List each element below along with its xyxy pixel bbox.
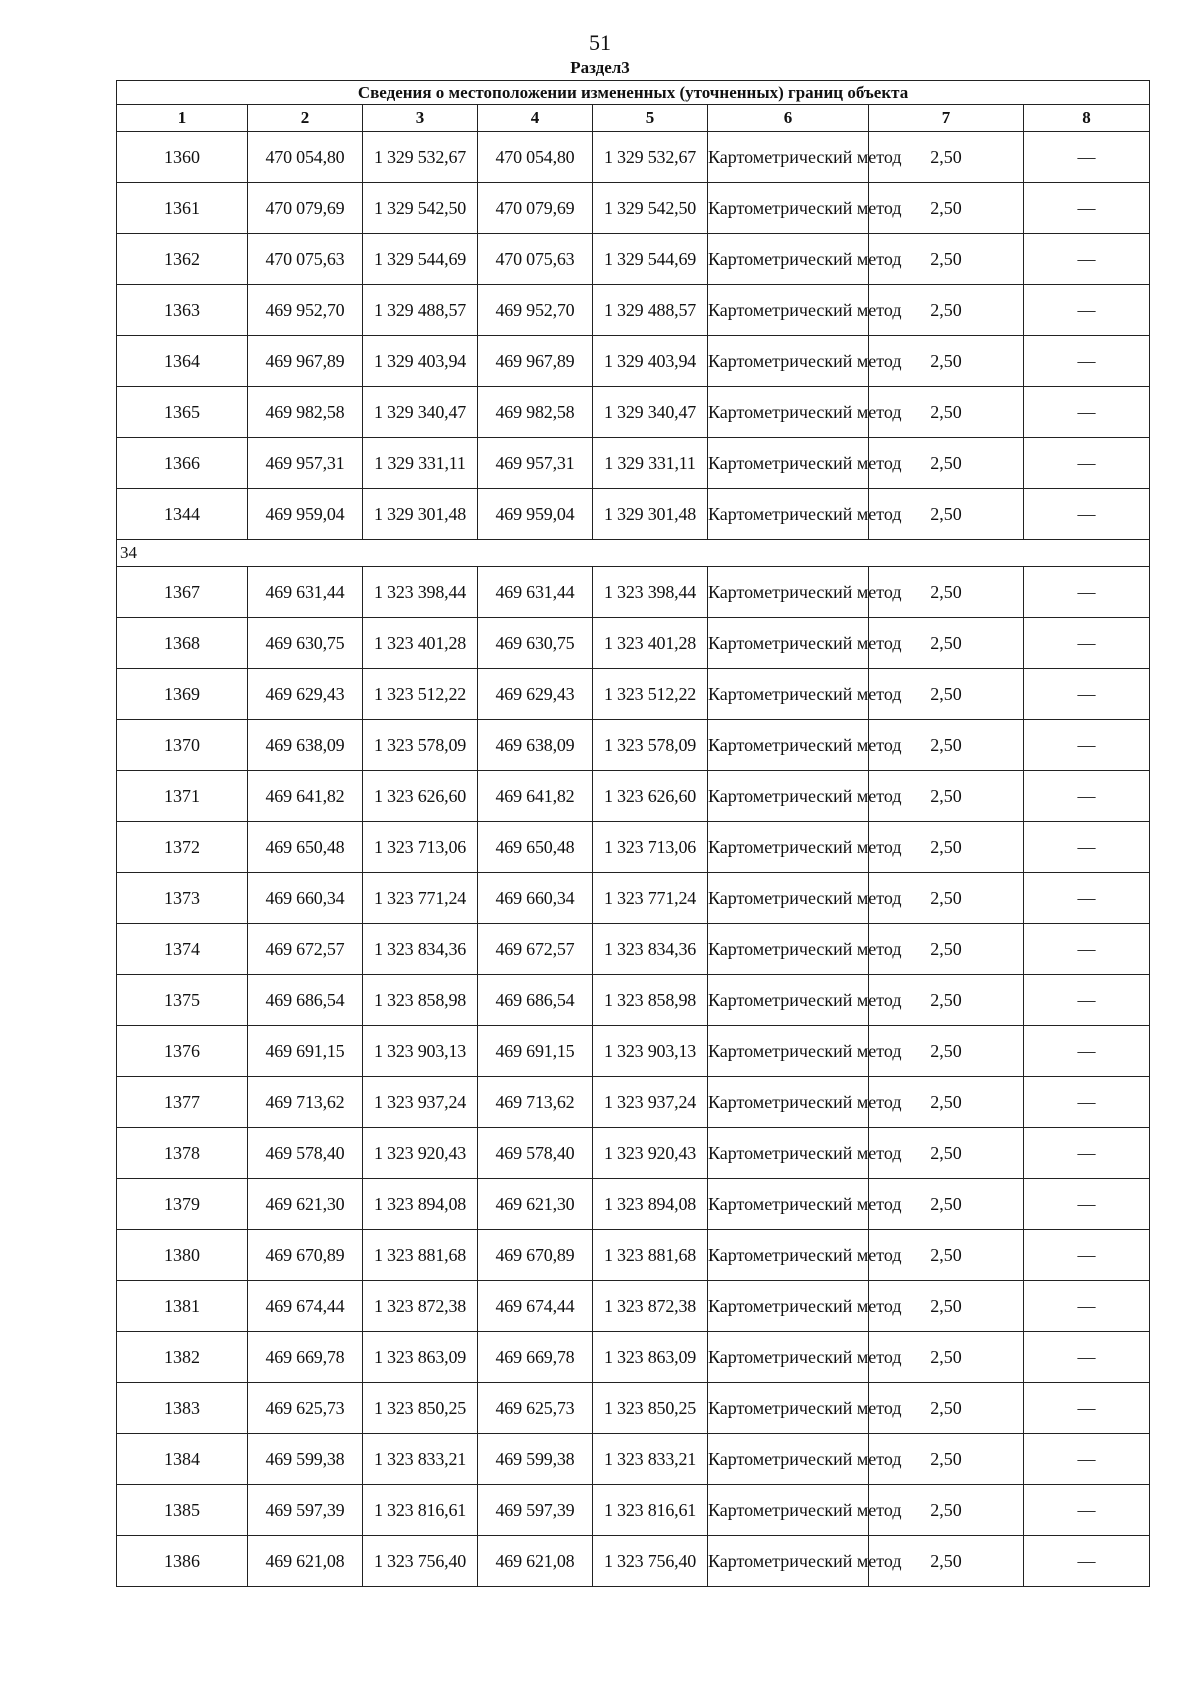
point-number-cell: 1364: [117, 336, 248, 387]
table-row: [117, 669, 1150, 720]
point-number-cell: 1373: [117, 873, 248, 924]
description-cell: —: [1024, 1383, 1150, 1434]
y-coordinate-new-cell: 1 323 756,40: [593, 1536, 708, 1587]
precision-cell: 2,50: [869, 183, 1024, 234]
description-cell: —: [1024, 1536, 1150, 1587]
point-number-cell: 1362: [117, 234, 248, 285]
description-cell: —: [1024, 1485, 1150, 1536]
y-coordinate-new-cell: 1 329 403,94: [593, 336, 708, 387]
method-cell: Картометрический метод: [708, 924, 869, 975]
description-cell: —: [1024, 1281, 1150, 1332]
point-number-cell: 1365: [117, 387, 248, 438]
method-cell: Картометрический метод: [708, 771, 869, 822]
point-number-cell: 1381: [117, 1281, 248, 1332]
table-row: [117, 438, 1150, 489]
y-coordinate-new-cell: 1 323 881,68: [593, 1230, 708, 1281]
x-coordinate-new-cell: 469 967,89: [478, 336, 593, 387]
x-coordinate-cell: 469 641,82: [248, 771, 363, 822]
x-coordinate-cell: 469 952,70: [248, 285, 363, 336]
point-number-cell: 1369: [117, 669, 248, 720]
precision-cell: 2,50: [869, 1332, 1024, 1383]
x-coordinate-new-cell: 470 079,69: [478, 183, 593, 234]
y-coordinate-cell: 1 323 872,38: [363, 1281, 478, 1332]
x-coordinate-new-cell: 469 638,09: [478, 720, 593, 771]
precision-cell: 2,50: [869, 285, 1024, 336]
y-coordinate-new-cell: 1 323 771,24: [593, 873, 708, 924]
precision-cell: 2,50: [869, 1128, 1024, 1179]
table-row: [117, 132, 1150, 183]
description-cell: —: [1024, 771, 1150, 822]
method-cell: Картометрический метод: [708, 1485, 869, 1536]
section-label: Раздел3: [570, 58, 630, 77]
precision-cell: 2,50: [869, 975, 1024, 1026]
y-coordinate-cell: 1 323 713,06: [363, 822, 478, 873]
y-coordinate-cell: 1 329 340,47: [363, 387, 478, 438]
point-number-cell: 1384: [117, 1434, 248, 1485]
x-coordinate-cell: 469 957,31: [248, 438, 363, 489]
description-cell: —: [1024, 720, 1150, 771]
precision-cell: 2,50: [869, 873, 1024, 924]
table-row: [117, 1230, 1150, 1281]
precision-cell: 2,50: [869, 618, 1024, 669]
x-coordinate-new-cell: 469 957,31: [478, 438, 593, 489]
table-row: [117, 1281, 1150, 1332]
description-cell: —: [1024, 873, 1150, 924]
y-coordinate-cell: 1 323 833,21: [363, 1434, 478, 1485]
table-row: [117, 336, 1150, 387]
precision-cell: 2,50: [869, 924, 1024, 975]
group-label-row: [117, 540, 1150, 567]
x-coordinate-cell: 469 982,58: [248, 387, 363, 438]
y-coordinate-cell: 1 323 401,28: [363, 618, 478, 669]
precision-cell: 2,50: [869, 1383, 1024, 1434]
y-coordinate-cell: 1 329 532,67: [363, 132, 478, 183]
method-cell: Картометрический метод: [708, 438, 869, 489]
table-row: [117, 567, 1150, 618]
y-coordinate-cell: 1 323 756,40: [363, 1536, 478, 1587]
table-row: [117, 1485, 1150, 1536]
x-coordinate-new-cell: 469 621,30: [478, 1179, 593, 1230]
description-cell: —: [1024, 1230, 1150, 1281]
method-cell: Картометрический метод: [708, 336, 869, 387]
x-coordinate-new-cell: 469 629,43: [478, 669, 593, 720]
x-coordinate-new-cell: 469 952,70: [478, 285, 593, 336]
method-cell: Картометрический метод: [708, 567, 869, 618]
table-row: [117, 1434, 1150, 1485]
table-row: [117, 873, 1150, 924]
x-coordinate-new-cell: 470 075,63: [478, 234, 593, 285]
method-cell: Картометрический метод: [708, 1179, 869, 1230]
point-number-cell: 1386: [117, 1536, 248, 1587]
precision-cell: 2,50: [869, 336, 1024, 387]
precision-cell: 2,50: [869, 1179, 1024, 1230]
x-coordinate-cell: 470 054,80: [248, 132, 363, 183]
y-coordinate-new-cell: 1 329 331,11: [593, 438, 708, 489]
x-coordinate-cell: 469 967,89: [248, 336, 363, 387]
x-coordinate-new-cell: 469 650,48: [478, 822, 593, 873]
method-cell: Картометрический метод: [708, 285, 869, 336]
x-coordinate-new-cell: 469 621,08: [478, 1536, 593, 1587]
method-cell: Картометрический метод: [708, 489, 869, 540]
method-cell: Картометрический метод: [708, 1281, 869, 1332]
y-coordinate-cell: 1 323 512,22: [363, 669, 478, 720]
x-coordinate-new-cell: 469 670,89: [478, 1230, 593, 1281]
x-coordinate-cell: 469 578,40: [248, 1128, 363, 1179]
y-coordinate-new-cell: 1 323 816,61: [593, 1485, 708, 1536]
description-cell: —: [1024, 822, 1150, 873]
y-coordinate-new-cell: 1 323 872,38: [593, 1281, 708, 1332]
point-number-cell: 1378: [117, 1128, 248, 1179]
precision-cell: 2,50: [869, 1026, 1024, 1077]
y-coordinate-cell: 1 323 816,61: [363, 1485, 478, 1536]
point-number-cell: 1372: [117, 822, 248, 873]
y-coordinate-new-cell: 1 323 903,13: [593, 1026, 708, 1077]
method-cell: Картометрический метод: [708, 1434, 869, 1485]
table-row: [117, 1332, 1150, 1383]
method-cell: Картометрический метод: [708, 975, 869, 1026]
y-coordinate-cell: 1 323 850,25: [363, 1383, 478, 1434]
description-cell: —: [1024, 387, 1150, 438]
y-coordinate-cell: 1 329 488,57: [363, 285, 478, 336]
description-cell: —: [1024, 438, 1150, 489]
column-header: 4: [478, 105, 593, 132]
table-row: [117, 1077, 1150, 1128]
point-number-cell: 1380: [117, 1230, 248, 1281]
table-row: [117, 183, 1150, 234]
table-row: [117, 924, 1150, 975]
column-header: 1: [117, 105, 248, 132]
x-coordinate-cell: 469 629,43: [248, 669, 363, 720]
x-coordinate-new-cell: 469 660,34: [478, 873, 593, 924]
y-coordinate-new-cell: 1 329 542,50: [593, 183, 708, 234]
description-cell: —: [1024, 1179, 1150, 1230]
precision-cell: 2,50: [869, 1230, 1024, 1281]
method-cell: Картометрический метод: [708, 1332, 869, 1383]
point-number-cell: 1371: [117, 771, 248, 822]
method-cell: Картометрический метод: [708, 1026, 869, 1077]
precision-cell: 2,50: [869, 1434, 1024, 1485]
method-cell: Картометрический метод: [708, 1230, 869, 1281]
column-header: 2: [248, 105, 363, 132]
y-coordinate-cell: 1 329 301,48: [363, 489, 478, 540]
table-row: [117, 234, 1150, 285]
x-coordinate-new-cell: 469 597,39: [478, 1485, 593, 1536]
method-cell: Картометрический метод: [708, 132, 869, 183]
column-header: 3: [363, 105, 478, 132]
y-coordinate-new-cell: 1 323 937,24: [593, 1077, 708, 1128]
x-coordinate-cell: 469 621,08: [248, 1536, 363, 1587]
y-coordinate-new-cell: 1 323 401,28: [593, 618, 708, 669]
x-coordinate-cell: 469 959,04: [248, 489, 363, 540]
description-cell: —: [1024, 234, 1150, 285]
point-number-cell: 1367: [117, 567, 248, 618]
table-row: [117, 720, 1150, 771]
precision-cell: 2,50: [869, 1281, 1024, 1332]
x-coordinate-cell: 469 650,48: [248, 822, 363, 873]
precision-cell: 2,50: [869, 132, 1024, 183]
precision-cell: 2,50: [869, 720, 1024, 771]
x-coordinate-new-cell: 469 686,54: [478, 975, 593, 1026]
description-cell: —: [1024, 669, 1150, 720]
x-coordinate-new-cell: 469 691,15: [478, 1026, 593, 1077]
x-coordinate-new-cell: 469 713,62: [478, 1077, 593, 1128]
precision-cell: 2,50: [869, 1077, 1024, 1128]
x-coordinate-cell: 469 625,73: [248, 1383, 363, 1434]
description-cell: —: [1024, 489, 1150, 540]
column-header: 5: [593, 105, 708, 132]
y-coordinate-cell: 1 323 920,43: [363, 1128, 478, 1179]
y-coordinate-new-cell: 1 329 488,57: [593, 285, 708, 336]
y-coordinate-cell: 1 329 331,11: [363, 438, 478, 489]
y-coordinate-new-cell: 1 323 713,06: [593, 822, 708, 873]
y-coordinate-cell: 1 323 881,68: [363, 1230, 478, 1281]
description-cell: —: [1024, 1434, 1150, 1485]
y-coordinate-cell: 1 323 937,24: [363, 1077, 478, 1128]
y-coordinate-new-cell: 1 323 398,44: [593, 567, 708, 618]
y-coordinate-cell: 1 323 578,09: [363, 720, 478, 771]
y-coordinate-new-cell: 1 329 340,47: [593, 387, 708, 438]
x-coordinate-new-cell: 469 625,73: [478, 1383, 593, 1434]
point-number-cell: 1370: [117, 720, 248, 771]
precision-cell: 2,50: [869, 234, 1024, 285]
x-coordinate-cell: 469 599,38: [248, 1434, 363, 1485]
x-coordinate-cell: 469 674,44: [248, 1281, 363, 1332]
method-cell: Картометрический метод: [708, 720, 869, 771]
y-coordinate-cell: 1 323 771,24: [363, 873, 478, 924]
y-coordinate-cell: 1 323 894,08: [363, 1179, 478, 1230]
description-cell: —: [1024, 285, 1150, 336]
x-coordinate-cell: 469 597,39: [248, 1485, 363, 1536]
column-header-row: [117, 105, 1150, 132]
method-cell: Картометрический метод: [708, 1536, 869, 1587]
x-coordinate-cell: 469 713,62: [248, 1077, 363, 1128]
y-coordinate-cell: 1 323 858,98: [363, 975, 478, 1026]
description-cell: —: [1024, 567, 1150, 618]
description-cell: —: [1024, 924, 1150, 975]
table-row: [117, 618, 1150, 669]
table-row: [117, 1026, 1150, 1077]
precision-cell: 2,50: [869, 567, 1024, 618]
x-coordinate-new-cell: 469 641,82: [478, 771, 593, 822]
precision-cell: 2,50: [869, 822, 1024, 873]
x-coordinate-new-cell: 469 599,38: [478, 1434, 593, 1485]
column-header: 7: [869, 105, 1024, 132]
y-coordinate-new-cell: 1 323 863,09: [593, 1332, 708, 1383]
y-coordinate-cell: 1 323 398,44: [363, 567, 478, 618]
table-title: Сведения о местоположении измененных (уточненных) границ объекта: [117, 81, 1150, 105]
description-cell: —: [1024, 183, 1150, 234]
point-number-cell: 1379: [117, 1179, 248, 1230]
point-number-cell: 1361: [117, 183, 248, 234]
method-cell: Картометрический метод: [708, 387, 869, 438]
x-coordinate-cell: 469 660,34: [248, 873, 363, 924]
x-coordinate-cell: 469 630,75: [248, 618, 363, 669]
x-coordinate-cell: 469 621,30: [248, 1179, 363, 1230]
point-number-cell: 1376: [117, 1026, 248, 1077]
y-coordinate-new-cell: 1 323 834,36: [593, 924, 708, 975]
y-coordinate-new-cell: 1 323 894,08: [593, 1179, 708, 1230]
x-coordinate-cell: 470 079,69: [248, 183, 363, 234]
x-coordinate-new-cell: 469 669,78: [478, 1332, 593, 1383]
x-coordinate-cell: 469 669,78: [248, 1332, 363, 1383]
y-coordinate-new-cell: 1 329 532,67: [593, 132, 708, 183]
point-number-cell: 1366: [117, 438, 248, 489]
description-cell: —: [1024, 336, 1150, 387]
x-coordinate-new-cell: 469 631,44: [478, 567, 593, 618]
point-number-cell: 1374: [117, 924, 248, 975]
precision-cell: 2,50: [869, 1536, 1024, 1587]
boundary-table: [116, 80, 1150, 1587]
method-cell: Картометрический метод: [708, 1077, 869, 1128]
description-cell: —: [1024, 1077, 1150, 1128]
y-coordinate-new-cell: 1 323 626,60: [593, 771, 708, 822]
x-coordinate-cell: 469 672,57: [248, 924, 363, 975]
x-coordinate-new-cell: 469 674,44: [478, 1281, 593, 1332]
y-coordinate-new-cell: 1 323 858,98: [593, 975, 708, 1026]
table-row: [117, 285, 1150, 336]
method-cell: Картометрический метод: [708, 669, 869, 720]
x-coordinate-new-cell: 470 054,80: [478, 132, 593, 183]
y-coordinate-cell: 1 329 403,94: [363, 336, 478, 387]
y-coordinate-cell: 1 329 542,50: [363, 183, 478, 234]
table-row: [117, 822, 1150, 873]
y-coordinate-cell: 1 323 863,09: [363, 1332, 478, 1383]
y-coordinate-cell: 1 323 834,36: [363, 924, 478, 975]
table-row: [117, 489, 1150, 540]
y-coordinate-new-cell: 1 323 833,21: [593, 1434, 708, 1485]
description-cell: —: [1024, 1332, 1150, 1383]
table-body: [117, 132, 1150, 1587]
table-row: [117, 1383, 1150, 1434]
x-coordinate-cell: 469 686,54: [248, 975, 363, 1026]
point-number-cell: 1368: [117, 618, 248, 669]
precision-cell: 2,50: [869, 771, 1024, 822]
precision-cell: 2,50: [869, 669, 1024, 720]
precision-cell: 2,50: [869, 489, 1024, 540]
x-coordinate-cell: 469 691,15: [248, 1026, 363, 1077]
precision-cell: 2,50: [869, 387, 1024, 438]
y-coordinate-cell: 1 323 903,13: [363, 1026, 478, 1077]
table-row: [117, 1179, 1150, 1230]
point-number-cell: 1375: [117, 975, 248, 1026]
column-header: 6: [708, 105, 869, 132]
x-coordinate-new-cell: 469 959,04: [478, 489, 593, 540]
y-coordinate-new-cell: 1 323 850,25: [593, 1383, 708, 1434]
column-header: 8: [1024, 105, 1150, 132]
y-coordinate-cell: 1 323 626,60: [363, 771, 478, 822]
y-coordinate-cell: 1 329 544,69: [363, 234, 478, 285]
table-row: [117, 975, 1150, 1026]
x-coordinate-cell: 469 670,89: [248, 1230, 363, 1281]
y-coordinate-new-cell: 1 329 301,48: [593, 489, 708, 540]
precision-cell: 2,50: [869, 1485, 1024, 1536]
y-coordinate-new-cell: 1 329 544,69: [593, 234, 708, 285]
group-label: 34: [117, 540, 1150, 567]
method-cell: Картометрический метод: [708, 873, 869, 924]
precision-cell: 2,50: [869, 438, 1024, 489]
point-number-cell: 1377: [117, 1077, 248, 1128]
description-cell: —: [1024, 132, 1150, 183]
method-cell: Картометрический метод: [708, 234, 869, 285]
x-coordinate-cell: 469 631,44: [248, 567, 363, 618]
table-row: [117, 1128, 1150, 1179]
x-coordinate-new-cell: 469 630,75: [478, 618, 593, 669]
point-number-cell: 1344: [117, 489, 248, 540]
description-cell: —: [1024, 975, 1150, 1026]
x-coordinate-new-cell: 469 578,40: [478, 1128, 593, 1179]
point-number-cell: 1363: [117, 285, 248, 336]
description-cell: —: [1024, 618, 1150, 669]
table-row: [117, 771, 1150, 822]
method-cell: Картометрический метод: [708, 183, 869, 234]
x-coordinate-new-cell: 469 982,58: [478, 387, 593, 438]
point-number-cell: 1382: [117, 1332, 248, 1383]
point-number-cell: 1385: [117, 1485, 248, 1536]
page-number: 51: [589, 30, 611, 55]
table-row: [117, 1536, 1150, 1587]
method-cell: Картометрический метод: [708, 1383, 869, 1434]
table-row: [117, 387, 1150, 438]
x-coordinate-cell: 470 075,63: [248, 234, 363, 285]
method-cell: Картометрический метод: [708, 618, 869, 669]
x-coordinate-new-cell: 469 672,57: [478, 924, 593, 975]
y-coordinate-new-cell: 1 323 512,22: [593, 669, 708, 720]
method-cell: Картометрический метод: [708, 1128, 869, 1179]
point-number-cell: 1360: [117, 132, 248, 183]
y-coordinate-new-cell: 1 323 578,09: [593, 720, 708, 771]
method-cell: Картометрический метод: [708, 822, 869, 873]
description-cell: —: [1024, 1026, 1150, 1077]
y-coordinate-new-cell: 1 323 920,43: [593, 1128, 708, 1179]
description-cell: —: [1024, 1128, 1150, 1179]
point-number-cell: 1383: [117, 1383, 248, 1434]
x-coordinate-cell: 469 638,09: [248, 720, 363, 771]
